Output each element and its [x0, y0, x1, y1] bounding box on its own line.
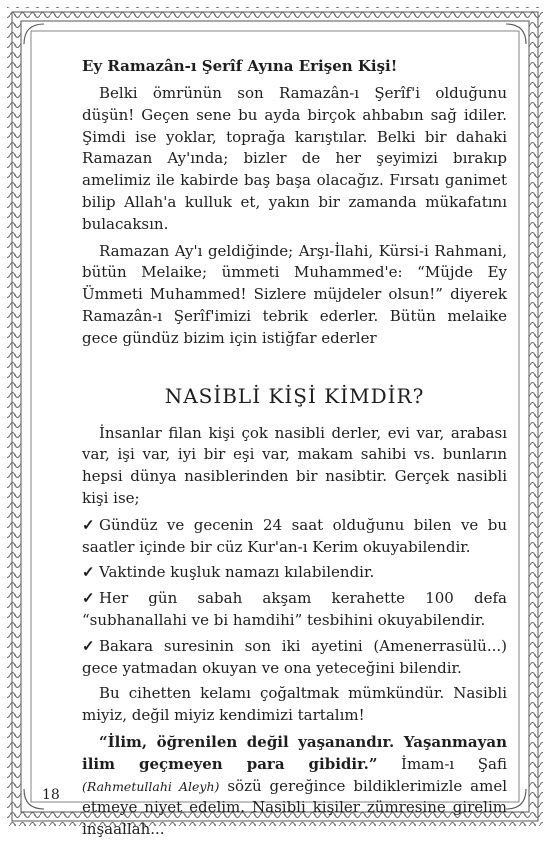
quote-honorific: (Rahmetullahi Aleyh): [82, 778, 220, 794]
checklist-text: Vaktinde kuşluk namazı kılabilendir.: [99, 563, 375, 582]
closing-paragraph: Bu cihetten kelamı çoğaltmak mümkündür. Nasibli miyiz, değil miyiz kendimizi tartalım!: [82, 684, 507, 725]
checklist-text: Her gün sabah akşam kerahette 100 defa “subhanallahi ve bi hamdihi” tesbihini okuyabilendir.: [82, 589, 507, 629]
paragraph-1: Belki ömrünün son Ramazân-ı Şerîf'i olduğunu düşün! Geçen sene bu ayda birçok ahbabın sağ idiler. Şimdi ise yoklar, toprağa karıştılar. Belki bir dahaki Ramazan Ay'ında; bizler de her şeyimizi bırakıp amelimiz ile kabirde baş başa olacağız. Fırsatı ganimet bilip Allah'a kulluk et, yakın bir zamanda mükafatını bulacaksın.: [82, 84, 507, 233]
intro-paragraph: İnsanlar filan kişi çok nasibli derler, evi var, arabası var, işi var, iyi bir eşi var, makam sahibi vs. bunların hepsi dünya nasiblerinden bir nasibtir. Gerçek nasibli kişi ise;: [82, 423, 507, 507]
quote-author: İmam-ı Şafi: [377, 754, 507, 773]
checklist-text: Gündüz ve gecenin 24 saat olduğunu bilen ve bu saatler içinde bir cüz Kur'an-ı Kerim okuyabilendir.: [82, 515, 507, 556]
checklist-text: Bakara suresinin son iki ayetini (Amenerrasülü...) gece yatmadan okuyan ve ona yeteceğini bilendir.: [82, 636, 507, 677]
page-content: [82, 56, 507, 846]
page-number: 18: [42, 787, 60, 803]
quote-rest: sözü gereğince bildiklerimizle amel etmeye niyet edelim. Nasibli kişiler zümresine girelim inşaallah...: [82, 776, 507, 839]
quote-text: “İlim, öğrenilen değil yaşanandır. Yaşanmayan ilim geçmeyen para gibidir.”: [82, 732, 507, 773]
checklist-item: [82, 588, 507, 632]
section-heading-ramazan: Ey Ramazân-ı Şerîf Ayına Erişen Kişi!: [82, 57, 398, 75]
checklist-item: [82, 515, 507, 559]
check-icon: ✓: [82, 589, 95, 608]
check-icon: ✓: [82, 636, 95, 655]
quote-paragraph: [82, 732, 507, 841]
section-heading-nasibli: NASİBLİ KİŞİ KİMDİR?: [164, 383, 425, 408]
checklist-item: [82, 562, 507, 584]
check-icon: ✓: [82, 515, 95, 534]
check-icon: ✓: [82, 563, 95, 582]
paragraph-2: Ramazan Ay'ı geldiğinde; Arşı-İlahi, Kürsi-i Rahmani, bütün Melaike; ümmeti Muhammed'e: “Müjde Ey Ümmeti Muhammed! Sizlere müjdeler olsun!” diyerek Ramazân-ı Şerîf'imizi tebrik ederler. Bütün melaike gece gündüz bizim için istiğfar ederler: [82, 241, 507, 347]
checklist-item: [82, 636, 507, 680]
